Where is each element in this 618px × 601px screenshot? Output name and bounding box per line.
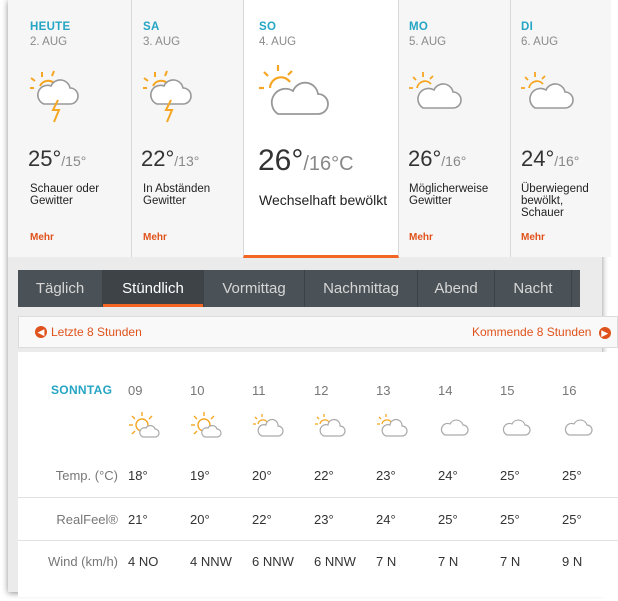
wind-cell: 9 N xyxy=(562,554,583,569)
realfeel-cell: 24° xyxy=(376,512,396,527)
realfeel-cell: 22° xyxy=(252,512,272,527)
forecast-tabs xyxy=(18,270,580,307)
sun-cloud-icon xyxy=(190,410,224,440)
wind-cell: 4 NNW xyxy=(190,554,232,569)
tab-taeglich[interactable]: Täglich xyxy=(18,270,103,307)
day-name: HEUTE xyxy=(30,21,71,33)
day-name: DI xyxy=(521,21,534,33)
day-card-mo[interactable] xyxy=(399,0,511,257)
wind-cell: 4 NO xyxy=(128,554,159,569)
temp-cell: 24° xyxy=(438,468,458,483)
hour-label: 11 xyxy=(252,383,266,398)
hour-navigation xyxy=(18,316,618,348)
wind-cell: 7 N xyxy=(438,554,459,569)
sun-small-cloud-icon xyxy=(376,410,410,440)
hourly-forecast-panel xyxy=(18,352,618,597)
realfeel-cell: 25° xyxy=(500,512,520,527)
day-card-heute[interactable] xyxy=(8,0,132,257)
partly-cloudy-icon xyxy=(407,70,467,114)
tab-stuendlich[interactable]: Stündlich xyxy=(103,270,204,307)
more-link[interactable]: Mehr xyxy=(521,232,545,243)
row-divider xyxy=(18,540,618,541)
realfeel-cell: 23° xyxy=(314,512,334,527)
day-card-so[interactable] xyxy=(243,0,399,258)
previous-hours-link[interactable] xyxy=(35,325,142,339)
sun-small-cloud-icon xyxy=(314,410,348,440)
wind-row-label: Wind (km/h) xyxy=(47,554,118,569)
hour-label: 13 xyxy=(376,383,391,398)
temp-cell: 23° xyxy=(376,468,396,483)
day-name: SA xyxy=(143,21,160,33)
row-divider xyxy=(18,497,618,498)
arrow-left-icon: ◀ xyxy=(35,326,47,338)
temp-cell: 18° xyxy=(128,468,148,483)
day-card-di[interactable] xyxy=(511,0,611,257)
realfeel-row-label: RealFeel® xyxy=(56,512,118,527)
hour-label: 14 xyxy=(438,383,453,398)
more-link[interactable]: Mehr xyxy=(143,232,167,243)
sun-cloud-lightning-icon xyxy=(141,68,199,126)
sun-cloud-lightning-icon xyxy=(28,68,86,126)
hour-label: 09 xyxy=(128,383,143,398)
next-hours-label: Kommende 8 Stunden xyxy=(472,325,592,339)
cloud-icon xyxy=(562,410,596,440)
realfeel-cell: 25° xyxy=(562,512,582,527)
cloud-icon xyxy=(500,410,534,440)
weather-description: Überwiegend bewölkt, Schauer xyxy=(521,183,589,219)
weather-description: Schauer oder Gewitter xyxy=(30,183,100,207)
hourly-day-name: SONNTAG xyxy=(51,383,113,397)
wind-cell: 7 N xyxy=(500,554,521,569)
hour-label: 15 xyxy=(500,383,515,398)
hour-label: 12 xyxy=(314,383,329,398)
temp-cell: 25° xyxy=(500,468,520,483)
day-date: 3. AUG xyxy=(143,36,181,48)
temp-cell: 19° xyxy=(190,468,210,483)
weather-description: Möglicherweise Gewitter xyxy=(409,183,489,207)
temperature: 26°/16°C xyxy=(258,144,354,177)
tab-nacht[interactable]: Nacht xyxy=(495,270,572,307)
day-date: 5. AUG xyxy=(409,36,447,48)
wind-cell: 6 NNW xyxy=(314,554,356,569)
temperature: 24°/16° xyxy=(521,146,580,171)
realfeel-cell: 21° xyxy=(128,512,148,527)
temp-cell: 25° xyxy=(562,468,582,483)
weather-description: In Abständen Gewitter xyxy=(143,183,211,207)
tab-vormittag[interactable]: Vormittag xyxy=(204,270,305,307)
temp-cell: 20° xyxy=(252,468,272,483)
tab-nachmittag[interactable]: Nachmittag xyxy=(305,270,418,307)
arrow-right-icon: ▶ xyxy=(599,327,611,339)
partly-cloudy-icon xyxy=(519,70,579,114)
more-link[interactable]: Mehr xyxy=(409,232,433,243)
realfeel-cell: 20° xyxy=(190,512,210,527)
temp-cell: 22° xyxy=(314,468,334,483)
wind-cell: 6 NNW xyxy=(252,554,294,569)
day-date: 6. AUG xyxy=(521,36,559,48)
more-link[interactable]: Mehr xyxy=(30,232,54,243)
sun-cloud-icon xyxy=(128,410,162,440)
wind-cell: 7 N xyxy=(376,554,397,569)
sun-small-cloud-icon xyxy=(252,410,286,440)
tab-abend[interactable]: Abend xyxy=(418,270,495,307)
temp-row-label: Temp. (°C) xyxy=(55,468,118,483)
temperature: 25°/15° xyxy=(28,146,87,171)
weather-frame xyxy=(8,0,609,592)
realfeel-cell: 25° xyxy=(438,512,458,527)
day-card-sa[interactable] xyxy=(132,0,244,257)
cloud-icon xyxy=(438,410,472,440)
previous-hours-label: Letzte 8 Stunden xyxy=(51,325,142,339)
hour-label: 16 xyxy=(562,383,577,398)
weather-description: Wechselhaft bewölkt xyxy=(259,192,388,208)
hour-label: 10 xyxy=(190,383,205,398)
next-hours-link[interactable] xyxy=(472,325,615,339)
partly-cloudy-icon xyxy=(256,62,336,122)
temperature: 26°/16° xyxy=(408,146,467,171)
day-name: MO xyxy=(409,21,429,33)
day-date: 4. AUG xyxy=(259,36,297,48)
day-date: 2. AUG xyxy=(30,36,68,48)
day-name: SO xyxy=(259,21,277,33)
temperature: 22°/13° xyxy=(141,146,200,171)
